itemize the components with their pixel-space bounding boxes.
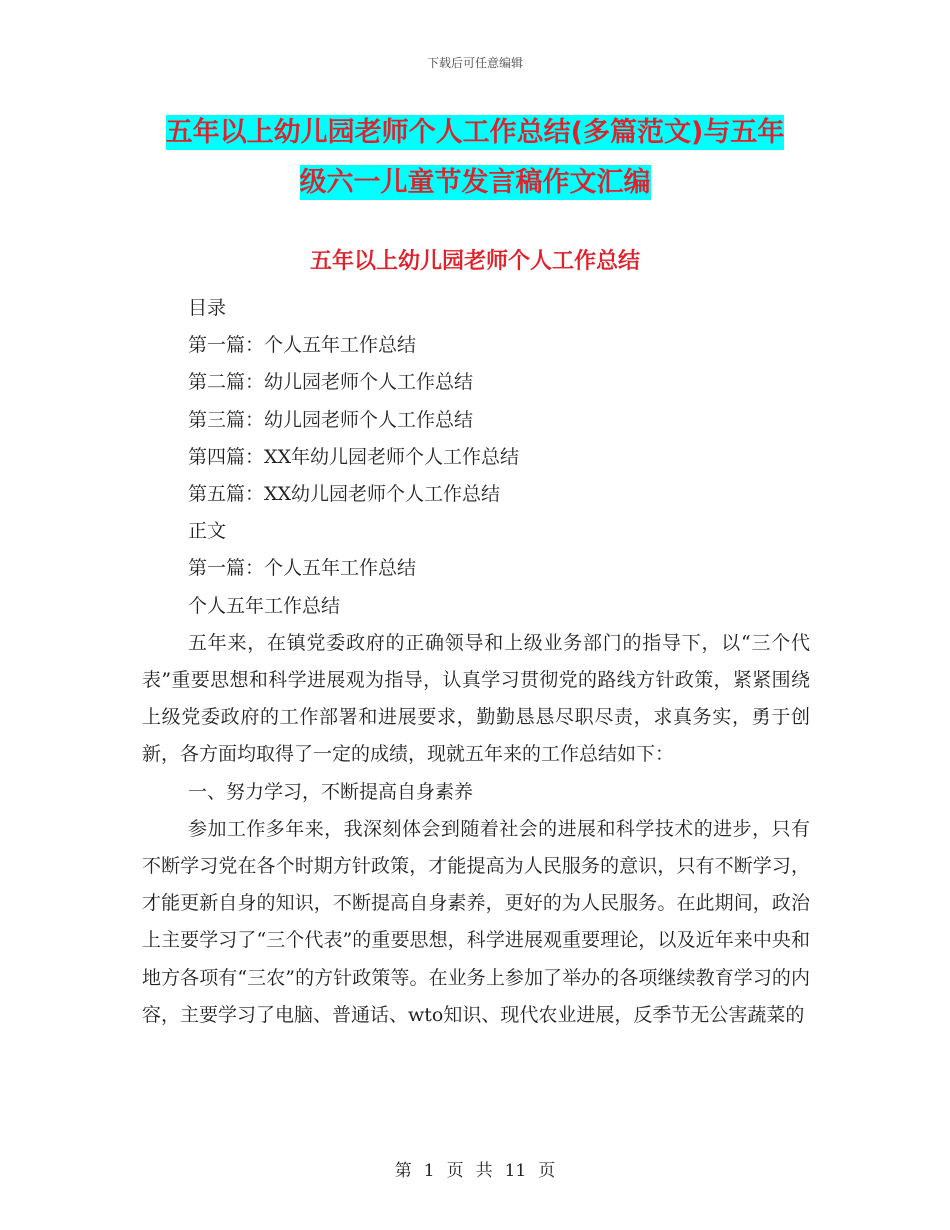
footer-total-prefix: 共 bbox=[475, 1161, 493, 1181]
toc-item: 第五篇：XX幼儿园老师个人工作总结 bbox=[188, 483, 501, 506]
toc-item: 第二篇：幼儿园老师个人工作总结 bbox=[188, 371, 474, 394]
footer-page-number: 1 bbox=[423, 1161, 435, 1181]
document-title bbox=[140, 108, 810, 208]
paragraph: 参加工作多年来，我深刻体会到随着社会的进展和科学技术的进步，只有不断学习党在各个时期方针政策，才能提高为人民服务的意识，只有不断学习，才能更新自身的知识，不断提高自身素养，更好的为人民服务。在此期间，政治上主要学习了“三个代表”的重要思想，科学进展观重要理论，以及近年来中央和地方各项有“三农”的方针政策等。在业务上参加了举办的各项继续教育学习的内容，主要学习了电脑、普通话、wto知识、现代农业进展，反季节无公害蔬菜的 bbox=[142, 817, 810, 1026]
toc-heading: 目录 bbox=[188, 297, 227, 319]
footer-prefix: 第 bbox=[394, 1161, 412, 1181]
footer-page-label: 页 bbox=[446, 1161, 464, 1181]
chapter-title: 第一篇：个人五年工作总结 bbox=[188, 557, 417, 580]
footer-total-pages: 11 bbox=[504, 1161, 527, 1181]
title-line-1: 五年以上幼儿园老师个人工作总结(多篇范文)与五年 bbox=[165, 117, 785, 148]
chapter-subtitle: 个人五年工作总结 bbox=[188, 594, 341, 617]
toc-item: 第四篇：XX年幼儿园老师个人工作总结 bbox=[188, 445, 520, 468]
section-heading: 一、努力学习，不断提高自身素养 bbox=[188, 780, 474, 803]
footer-suffix: 页 bbox=[538, 1161, 556, 1181]
body-text bbox=[142, 290, 810, 1034]
page-footer bbox=[0, 1156, 950, 1181]
toc-item: 第三篇：幼儿园老师个人工作总结 bbox=[188, 408, 474, 431]
zhengwen-heading: 正文 bbox=[188, 520, 227, 543]
header-note: 下载后可任意编辑 bbox=[426, 56, 523, 70]
toc-item: 第一篇：个人五年工作总结 bbox=[188, 334, 417, 357]
section-title: 五年以上幼儿园老师个人工作总结 bbox=[309, 249, 640, 274]
paragraph: 五年来，在镇党委政府的正确领导和上级业务部门的指导下，以“三个代表”重要思想和科学进展观为指导，认真学习贯彻党的路线方针政策，紧紧围绕上级党委政府的工作部署和进展要求，勤勤恳恳尽职尽责，求真务实，勇于创新，各方面均取得了一定的成绩，现就五年来的工作总结如下： bbox=[142, 631, 810, 766]
title-line-2: 级六一儿童节发言稿作文汇编 bbox=[299, 167, 651, 198]
